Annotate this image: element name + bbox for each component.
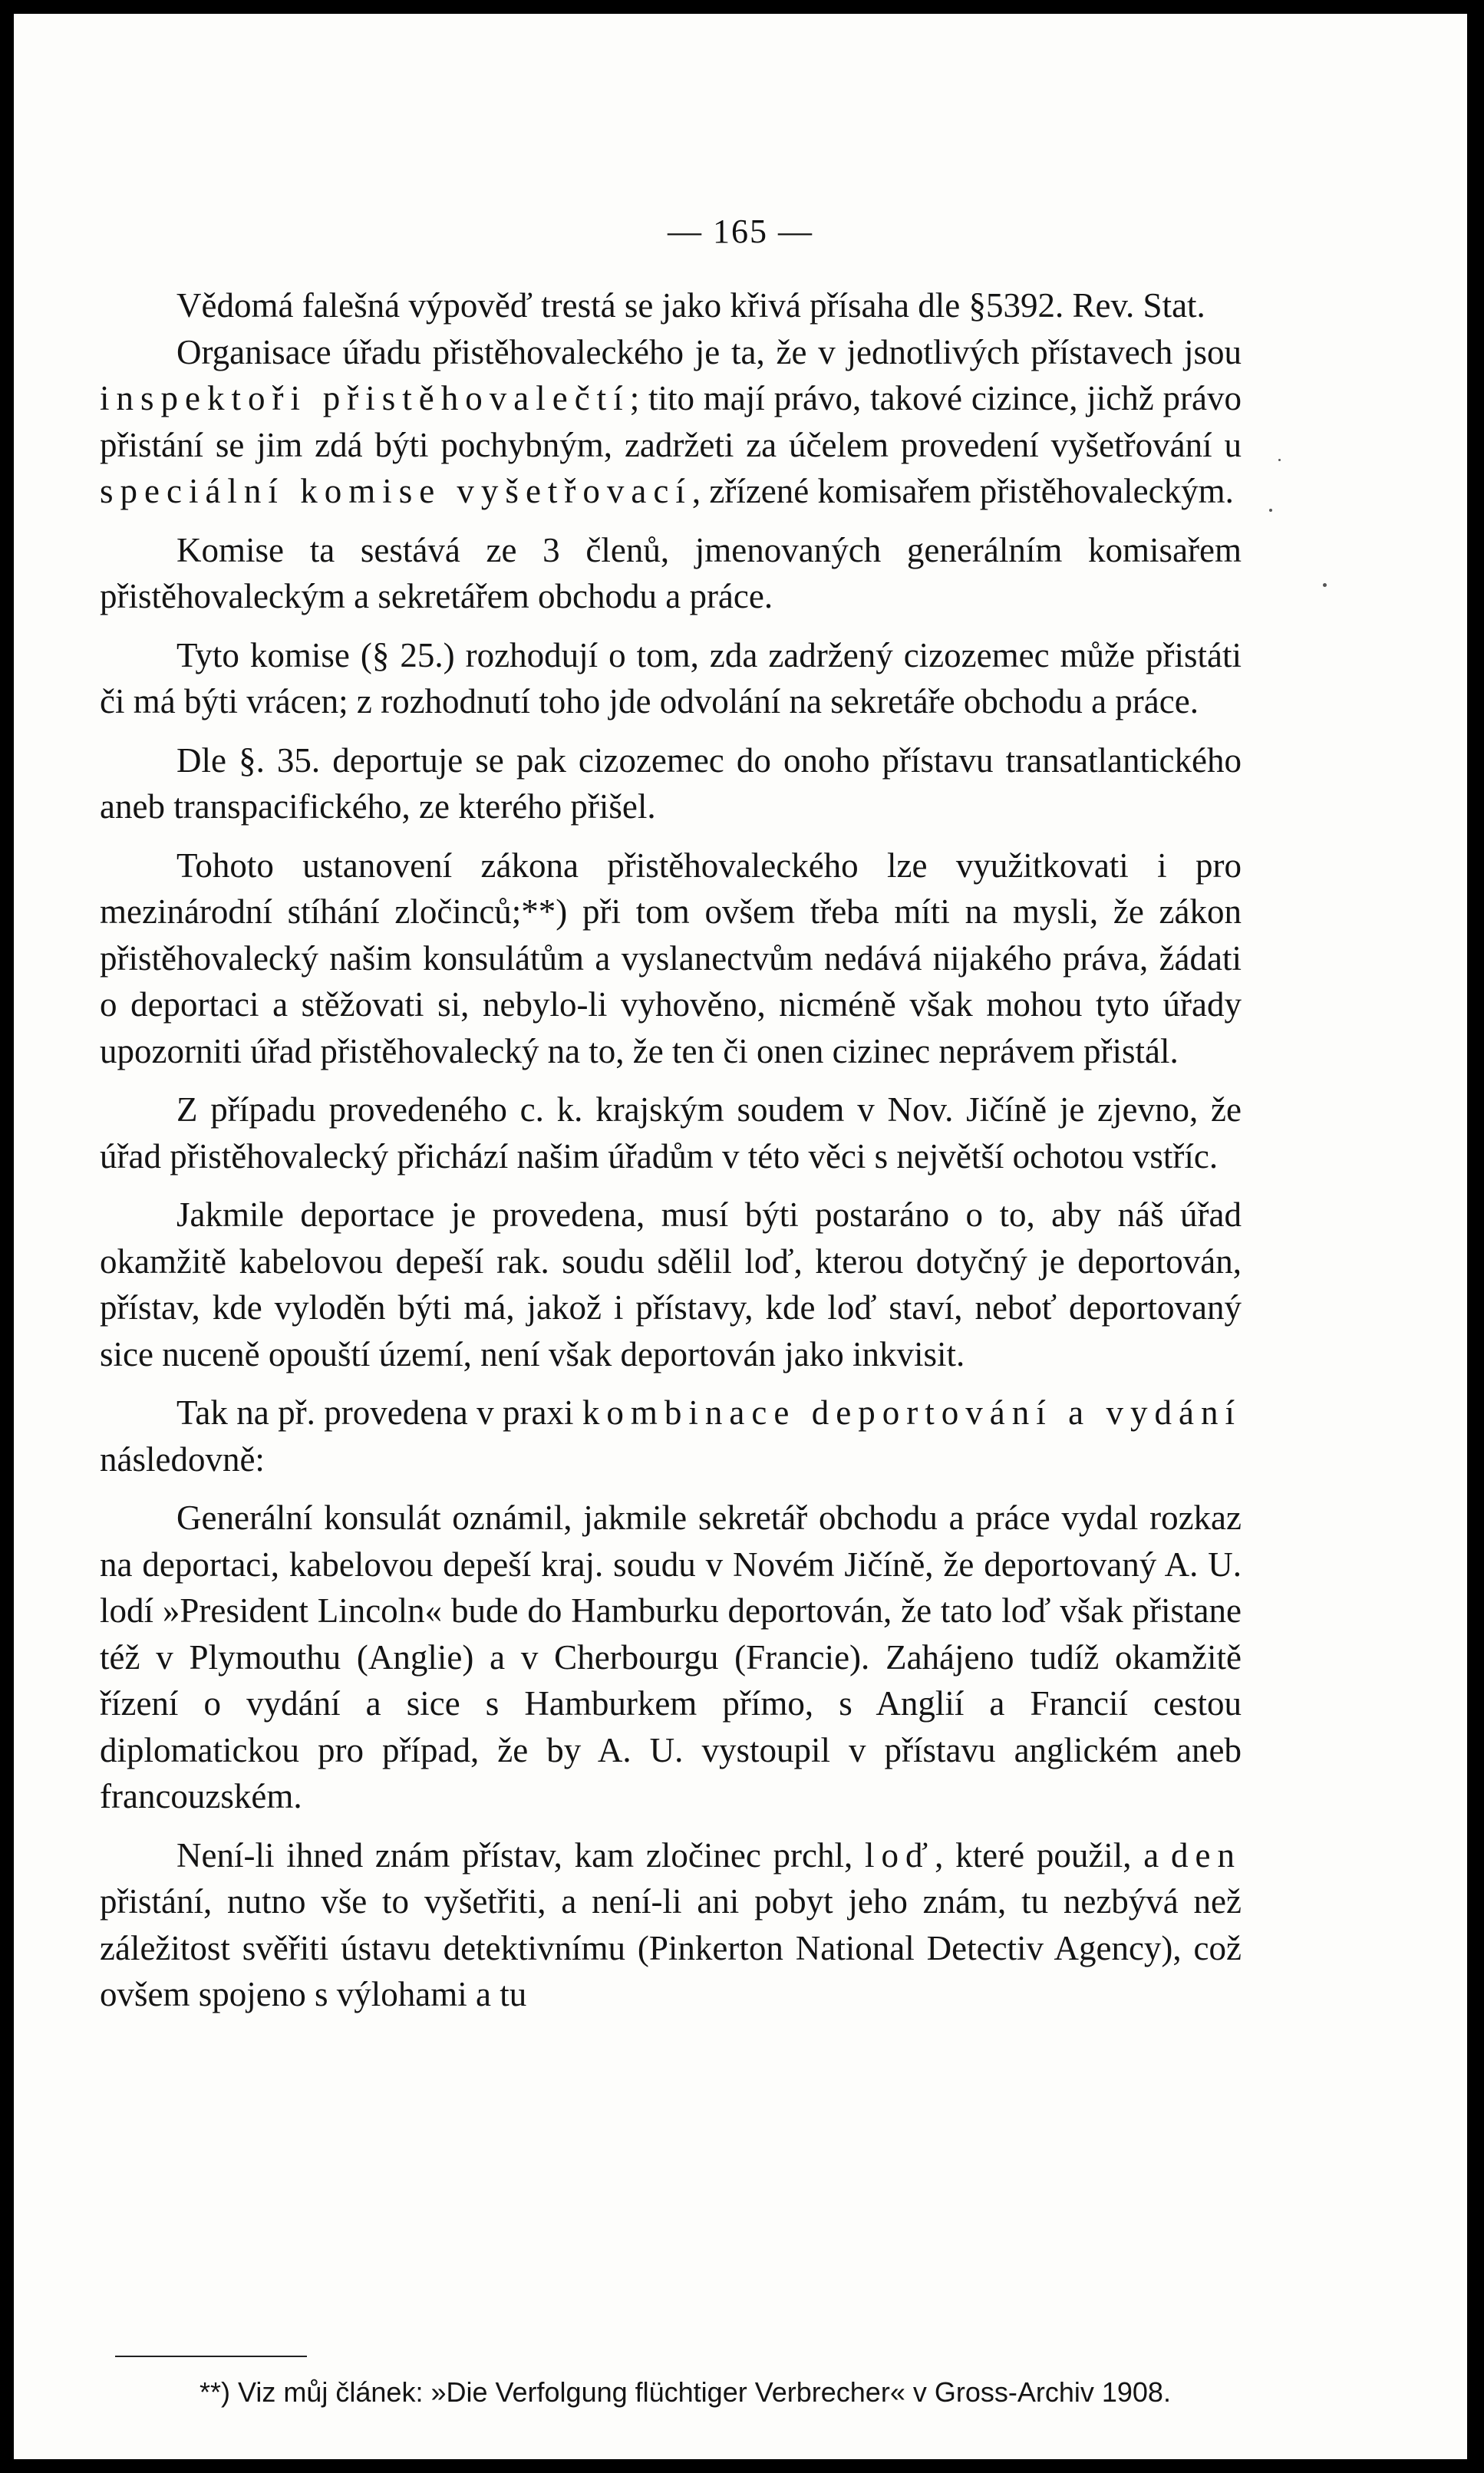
text-run: , zřízené komisařem přistěhovaleckým. <box>691 472 1234 510</box>
paragraph <box>100 1390 1242 1482</box>
body-text <box>100 282 1242 2030</box>
spaced-emphasis: kombinace deportování a vydání <box>582 1393 1242 1432</box>
spaced-emphasis: loď <box>865 1835 935 1875</box>
paragraph: Vědomá falešná výpověď trestá se jako křivá přísaha dle §5392. Rev. Stat. <box>176 286 1205 325</box>
text-run: Tak na př. provedena v praxi <box>176 1393 574 1432</box>
scan-speck <box>1269 509 1272 512</box>
spaced-emphasis: speciální komise vyšetřovací <box>100 472 692 510</box>
text-run: ; tito mají právo, takové cizince, jichž právo přistání se jim zdá býti pochybným, zadržeti za účelem provedení vyšetřování u <box>100 379 1242 464</box>
paragraph: Z případu provedeného c. k. krajským soudem v Nov. Jičíně je zjevno, že úřad přistěhovalecký přichází našim úřadům v této věci s největší ochotou vstříc. <box>100 1090 1242 1175</box>
document-page <box>14 14 1467 2459</box>
footnote-mark: **) <box>200 2376 231 2408</box>
paragraph <box>100 329 1242 515</box>
paragraph: Komise ta sestává ze 3 členů, jmenovaných generálním komisařem přistěhovaleckým a sekretářem obchodu a práce. <box>100 530 1242 615</box>
paragraph: Tohoto ustanovení zákona přistěhovaleckého lze využitkovati i pro mezinárodní stíhání zločinců;**) při tom ovšem třeba míti na mysli, že zákon přistěhovalecký našim konsulátům a vyslanectvům nedává nijakého práva, žádati o deportaci a stěžovati si, nebylo-li vyhověno, nicméně však mohou tyto úřady upozorniti úřad přistěhovalecký na to, že ten či onen cizinec neprávem přistál. <box>100 846 1242 1070</box>
paragraph <box>100 1832 1242 2018</box>
footnote <box>115 2376 1242 2409</box>
paragraph: Generální konsulát oznámil, jakmile sekretář obchodu a práce vydal rozkaz na deportaci, kabelovou depeší kraj. soudu v Novém Jičíně, že deportovaný A. U. lodí »President Lincoln« bude do Hamburku deportován, že tato loď však přistane též v Plymouthu (Anglie) a v Cherbourgu (Francie). Zahájeno tudíž okamžitě řízení o vydání a sice s Hamburkem přímo, s Anglií a Francií cestou diplomatickou pro případ, že by A. U. vystoupil v přístavu anglickém aneb francouzském. <box>100 1499 1242 1815</box>
page-number: — 165 — <box>668 213 813 250</box>
footnote-text: Viz můj článek: »Die Verfolgung flüchtiger Verbrecher« v Gross-Archiv 1908. <box>230 2376 1171 2408</box>
footnote-rule <box>115 2356 307 2357</box>
text-run: Není-li ihned znám přístav, kam zločinec prchl, <box>176 1835 853 1875</box>
scan-speck <box>1323 583 1327 587</box>
spaced-emphasis: den <box>1171 1835 1242 1875</box>
paragraph: Dle §. 35. deportuje se pak cizozemec do onoho přístavu transatlantického aneb transpacifického, ze kterého přišel. <box>100 740 1242 826</box>
text-run: následovně: <box>100 1439 265 1479</box>
text-run: přistání, nutno vše to vyšetřiti, a není-li ani pobyt jeho znám, tu nezbývá než záležitost svěřiti ústavu detektivnímu (Pinkerton National Detectiv Agency), což ovšem spojeno s výlohami a tu <box>100 1882 1242 2013</box>
text-run: Organisace úřadu přistěhovaleckého je ta, že v jednotlivých přístavech jsou <box>176 332 1242 371</box>
paragraph: Jakmile deportace je provedena, musí býti postaráno o to, aby náš úřad okamžitě kabelovou depeší rak. soudu sdělil loď, kterou dotyčný je deportován, přístav, kde vyloděn býti má, jakož i přístavy, kde loď staví, neboť deportovaný sice nuceně opouští území, není však deportován jako inkvisit. <box>100 1195 1242 1373</box>
scan-speck <box>1278 459 1281 461</box>
text-run: , které použil, a <box>935 1835 1159 1875</box>
spaced-emphasis: inspektoři přistěhovalečtí <box>100 379 630 417</box>
paragraph: Tyto komise (§ 25.) rozhodují o tom, zda zadržený cizozemec může přistáti či má býti vrácen; z rozhodnutí toho jde odvolání na sekretáře obchodu a práce. <box>100 635 1242 720</box>
